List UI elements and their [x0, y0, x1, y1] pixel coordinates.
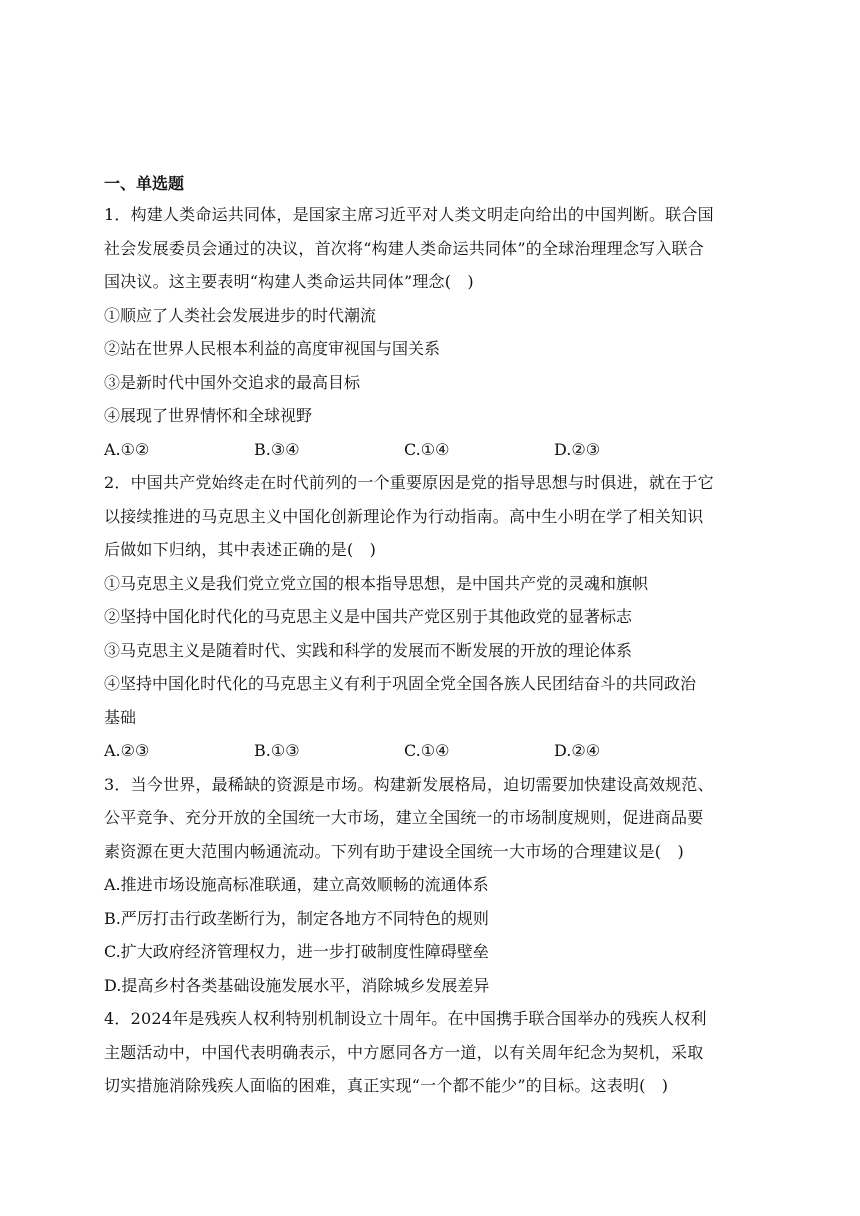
question-stem-line: 2．中国共产党始终走在时代前列的一个重要原因是党的指导思想与时俱进，就在于它	[104, 473, 714, 492]
question-stem-line: 公平竞争、充分开放的全国统一大市场，建立全国统一的市场制度规则，促进商品要	[104, 808, 704, 827]
section-title: 一、单选题	[104, 174, 185, 193]
choice-d: D.②④	[554, 741, 601, 760]
statement-item: 基础	[104, 707, 137, 727]
question-4	[104, 1002, 764, 1103]
question-stem-line: 后做如下归纳，其中表述正确的是( )	[104, 540, 377, 559]
statement-item: ③是新时代中国外交追求的最高目标	[104, 372, 361, 392]
statement-item: ①顺应了人类社会发展进步的时代潮流	[104, 305, 377, 325]
question-2	[104, 466, 764, 768]
choice-c: C.①④	[404, 439, 450, 459]
question-1	[104, 198, 764, 466]
question-stem-line: 1．构建人类命运共同体，是国家主席习近平对人类文明走向给出的中国判断。联合国	[104, 205, 714, 224]
question-stem-line: 素资源在更大范围内畅通流动。下列有助于建设全国统一大市场的合理建议是( )	[104, 841, 684, 861]
exam-page	[104, 172, 764, 1103]
question-stem-line: 国决议。这主要表明“构建人类命运共同体”理念( )	[104, 272, 474, 291]
statement-item: ④展现了世界情怀和全球视野	[104, 406, 313, 425]
statement-item: ②坚持中国化时代化的马克思主义是中国共产党区别于其他政党的显著标志	[104, 607, 633, 626]
question-stem-line: 切实措施消除残疾人面临的困难，真正实现“一个都不能少”的目标。这表明( )	[104, 1076, 669, 1095]
choice-c: C.①④	[404, 741, 450, 760]
choice-d: D.②③	[554, 439, 601, 459]
question-stem-line: 主题活动中，中国代表明确表示，中方愿同各方一道，以有关周年纪念为契机，采取	[104, 1042, 704, 1062]
statement-item: ③马克思主义是随着时代、实践和科学的发展而不断发展的开放的理论体系	[104, 640, 633, 660]
question-stem-line: 3．当今世界，最稀缺的资源是市场。构建新发展格局，迫切需要加快建设高效规范、	[104, 774, 714, 794]
choice-b: B.严厉打击行政垄断行为，制定各地方不同特色的规则	[104, 908, 489, 928]
question-stem-line: 以接续推进的马克思主义中国化创新理论作为行动指南。高中生小明在学了相关知识	[104, 506, 704, 526]
choice-c: C.扩大政府经济管理权力，进一步打破制度性障碍壁垒	[104, 942, 489, 961]
question-stem-line: 社会发展委员会通过的决议，首次将“构建人类命运共同体”的全球治理理念写入联合	[104, 238, 704, 258]
statement-item: ①马克思主义是我们党立党立国的根本指导思想，是中国共产党的灵魂和旗帜	[104, 573, 649, 593]
answer-choices	[104, 734, 764, 768]
answer-choices	[104, 433, 764, 467]
statement-item: ④坚持中国化时代化的马克思主义有利于巩固全党全国各族人民团结奋斗的共同政治	[104, 674, 697, 693]
choice-b: B.①③	[254, 741, 300, 760]
question-stem-line: 4．2024年是残疾人权利特别机制设立十周年。在中国携手联合国举办的残疾人权利	[104, 1009, 707, 1028]
statement-item: ②站在世界人民根本利益的高度审视国与国关系	[104, 339, 441, 358]
choice-a: A.②③	[104, 741, 150, 760]
choice-d: D.提高乡村各类基础设施发展水平，消除城乡发展差异	[104, 975, 490, 995]
choice-a: A.①②	[104, 439, 150, 459]
choice-a: A.推进市场设施高标准联通，建立高效顺畅的流通体系	[104, 875, 489, 894]
question-3	[104, 768, 764, 1003]
choice-b: B.③④	[254, 439, 300, 459]
